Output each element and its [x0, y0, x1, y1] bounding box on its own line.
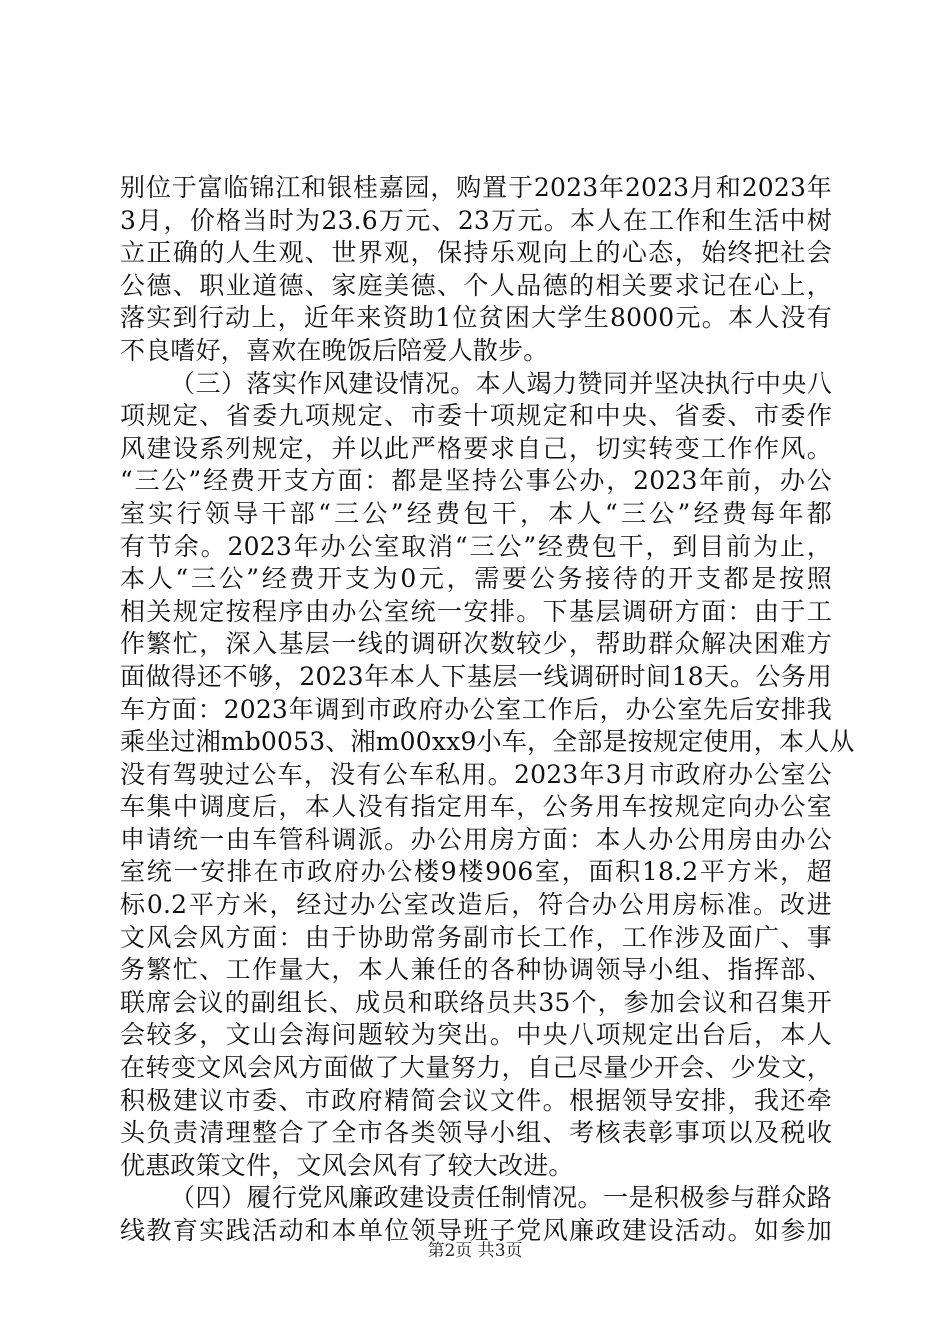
text-line: 没有驾驶过公车，没有公车私用。2023年3月市政府办公室公	[120, 759, 832, 789]
text-line: 车方面：2023年调到市政府办公室工作后，办公室先后安排我	[120, 694, 832, 724]
text-line: 头负责清理整合了全市各类领导小组、考核表彰事项以及税收	[120, 1118, 832, 1148]
text-line: 立正确的人生观、世界观，保持乐观向上的心态，始终把社会	[120, 238, 832, 268]
text-line: 作繁忙，深入基层一线的调研次数较少，帮助群众解决困难方	[120, 629, 832, 659]
text-line: 车集中调度后，本人没有指定用车，公务用车按规定向办公室	[120, 792, 832, 822]
text-line: （四）履行党风廉政建设责任制情况。一是积极参与群众路	[170, 1183, 832, 1213]
text-line: 项规定、省委九项规定、市委十项规定和中央、省委、市委作	[120, 401, 832, 431]
text-line: 优惠政策文件，文风会风有了较大改进。	[120, 1150, 574, 1180]
text-line: 乘坐过湘mb0053、湘m00xx9小车，全部是按规定使用，本人从	[120, 727, 855, 757]
text-line: 文风会风方面：由于协助常务副市长工作，工作涉及面广、事	[120, 922, 832, 952]
text-line: 相关规定按程序由办公室统一安排。下基层调研方面：由于工	[120, 596, 832, 626]
text-line: 不良嗜好，喜欢在晚饭后陪爱人散步。	[120, 335, 549, 365]
text-line: 室统一安排在市政府办公楼9楼906室，面积18.2平方米，超	[120, 857, 832, 887]
text-line: 3月，价格当时为23.6万元、23万元。本人在工作和生活中树	[120, 205, 832, 235]
text-line: 室实行领导干部“三公”经费包干，本人“三公”经费每年都	[120, 498, 832, 528]
text-line: 本人“三公”经费开支为0元，需要公务接待的开支都是按照	[120, 564, 832, 594]
text-line: “三公”经费开支方面：都是坚持公事公办，2023年前，办公	[120, 466, 832, 496]
text-line: 面做得还不够，2023年本人下基层一线调研时间18天。公务用	[120, 661, 832, 691]
paragraph-work-style	[120, 368, 855, 1183]
text-line: 积极建议市委、市政府精简会议文件。根据领导安排，我还牵	[120, 1085, 832, 1115]
text-line: 会较多，文山会海问题较为突出。中央八项规定出台后，本人	[120, 1020, 832, 1050]
text-line: 线教育实践活动和本单位领导班子党风廉政建设活动。如参加	[120, 1216, 832, 1245]
text-line: （三）落实作风建设情况。本人竭力赞同并坚决执行中央八	[170, 368, 832, 398]
page-number-footer: 第2页 共3页	[427, 1241, 523, 1261]
text-line: 联席会议的副组长、成员和联络员共35个，参加会议和召集开	[120, 987, 832, 1017]
text-line: 别位于富临锦江和银桂嘉园，购置于2023年2023月和2023年	[120, 173, 832, 202]
text-line: 标0.2平方米，经过办公室改造后，符合办公用房标准。改进	[120, 890, 832, 920]
text-line: 风建设系列规定，并以此严格要求自己，切实转变工作作风。	[120, 433, 832, 463]
text-line: 在转变文风会风方面做了大量努力，自己尽量少开会、少发文，	[120, 1053, 832, 1083]
text-line: 公德、职业道德、家庭美德、个人品德的相关要求记在心上，	[120, 270, 832, 300]
document-body	[120, 172, 855, 1248]
text-line: 落实到行动上，近年来资助1位贫困大学生8000元。本人没有	[120, 303, 832, 333]
paragraph-integrity-responsibility	[120, 1182, 832, 1247]
text-line: 有节余。2023年办公室取消“三公”经费包干，到目前为止，	[120, 531, 832, 561]
text-line: 申请统一由车管科调派。办公用房方面：本人办公用房由办公	[120, 824, 832, 854]
paragraph-property-and-conduct	[120, 172, 832, 368]
text-line: 务繁忙、工作量大，本人兼任的各种协调领导小组、指挥部、	[120, 955, 832, 985]
